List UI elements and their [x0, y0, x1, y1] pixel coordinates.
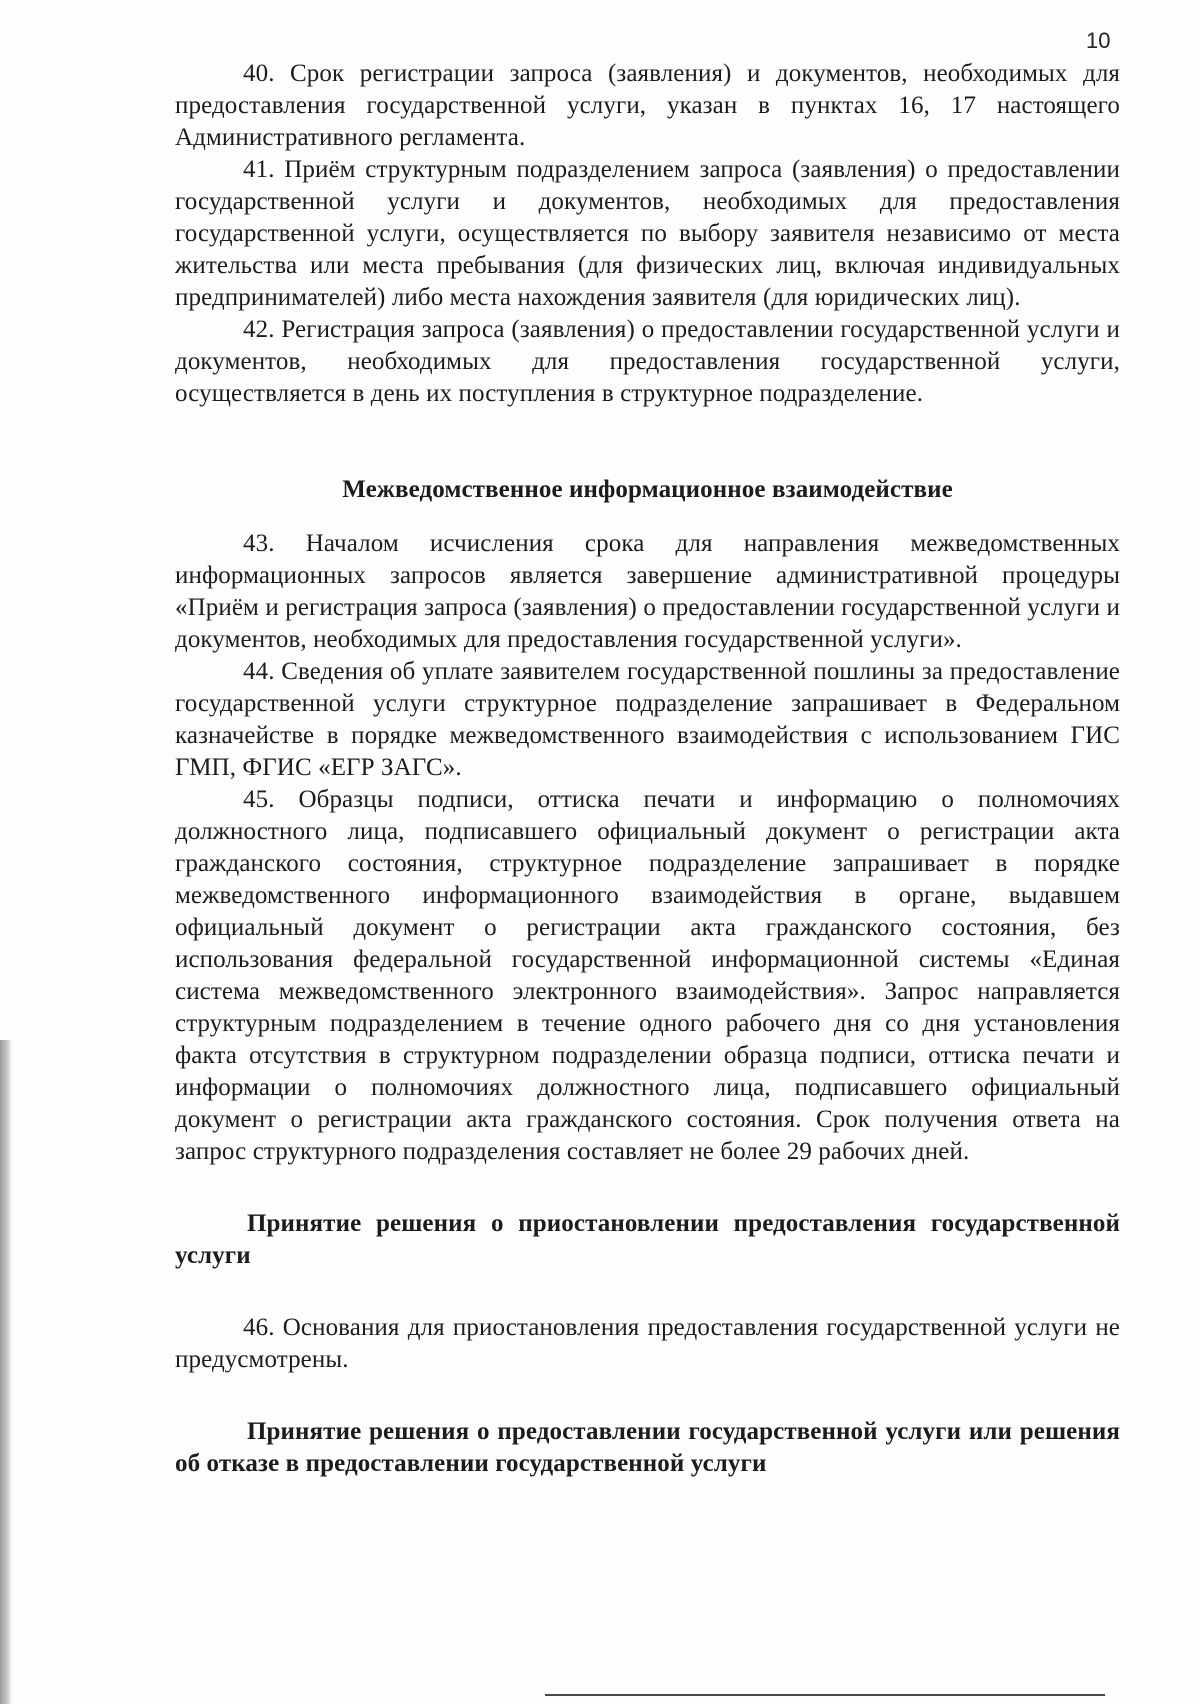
paragraph-41: 41. Приём структурным подразделением запроса (заявления) о предоставлении государственной услуги и документов, необходимых для предоставления государственной услуги, осуществляется по выбору заявителя независимо от места жительства или места пребывания (для физических лиц, включая индивидуальных предпринимателей) либо места нахождения заявителя (для юридических лиц). [175, 156, 1120, 311]
spacer [175, 1376, 1120, 1416]
spacer [175, 1168, 1120, 1208]
paragraph-46: 46. Основания для приостановления предоставления государственной услуги не предусмотрены. [175, 1314, 1120, 1373]
paragraph-42: 42. Регистрация запроса (заявления) о предоставлении государственной услуги и документов, необходимых для предоставления государственной услуги, осуществляется в день их поступления в структурное подразделение. [175, 316, 1120, 407]
paragraph-45: 45. Образцы подписи, оттиска печати и информацию о полномочиях должностного лица, подписавшего официальный документ о регистрации акта гражданского состояния, структурное подразделение запрашивает в порядке межведомственного информационного взаимодействия в органе, выдавшем официальный документ о регистрации акта гражданского состояния, без использования федеральной государственной информационной системы «Единая система межведомственного электронного взаимодействия». Запрос направляется структурным подразделением в течение одного рабочего дня со дня установления факта отсутствия в структурном подразделении образца подписи, оттиска печати и информации о полномочиях должностного лица, подписавшего официальный документ о регистрации акта гражданского состояния. Срок получения ответа на запрос структурного подразделения составляет не более 29 рабочих дней. [175, 786, 1120, 1165]
heading-decision: Принятие решения о предоставлении государственной услуги или решения об отказе в предоставлении государственной услуги [175, 1418, 1120, 1477]
page-number: 10 [1086, 28, 1111, 53]
scan-edge-shadow [0, 1040, 12, 1704]
spacer [175, 410, 1120, 474]
document-body [175, 58, 1120, 1480]
paragraph-40: 40. Срок регистрации запроса (заявления) и документов, необходимых для предоставления государственной услуги, указан в пунктах 16, 17 настоящего Административного регламента. [175, 60, 1120, 151]
paragraph-43: 43. Началом исчисления срока для направления межведомственных информационных запросов является завершение административной процедуры «Приём и регистрация запроса (заявления) о предоставлении государственной услуги и документов, необходимых для предоставления государственной услуги». [175, 530, 1120, 653]
heading-interagency: Межведомственное информационное взаимодействие [342, 476, 953, 503]
paragraph-44: 44. Сведения об уплате заявителем государственной пошлины за предоставление государственной услуги структурное подразделение запрашивает в Федеральном казначействе в порядке межведомственного взаимодействия с использованием ГИС ГМП, ФГИС «ЕГР ЗАГС». [175, 658, 1120, 781]
spacer [175, 506, 1120, 528]
page-bottom-line [545, 1694, 1105, 1696]
heading-suspension: Принятие решения о приостановлении предоставления государственной услуги [175, 1210, 1120, 1269]
spacer [175, 1272, 1120, 1312]
